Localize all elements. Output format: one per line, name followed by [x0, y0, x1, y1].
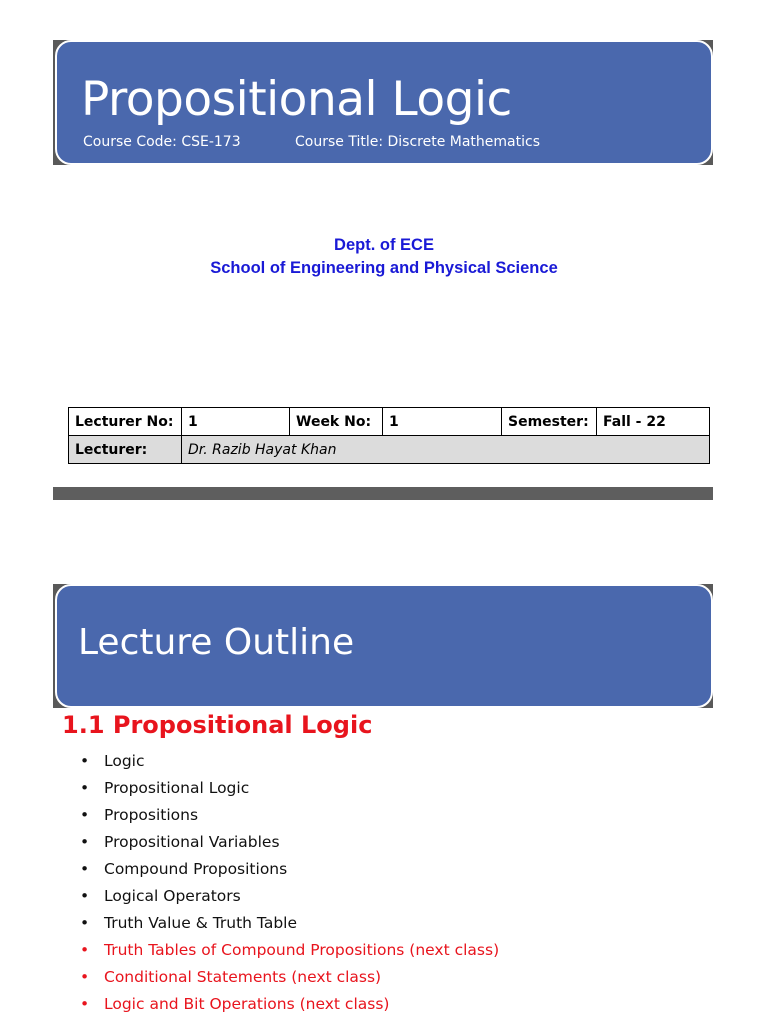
list-item	[80, 829, 499, 856]
outline-list	[80, 748, 499, 1018]
list-item-label: Propositions	[104, 806, 199, 824]
course-code: Course Code: CSE-173	[83, 134, 241, 150]
page-title: Propositional Logic	[81, 72, 512, 127]
list-item-label: Compound Propositions	[104, 860, 288, 878]
list-item-next-class	[80, 991, 499, 1018]
title-banner-panel	[55, 40, 713, 165]
list-item	[80, 748, 499, 775]
title-banner	[53, 40, 713, 165]
bullet: •	[80, 752, 90, 770]
list-item	[80, 775, 499, 802]
list-item	[80, 910, 499, 937]
lecturer-label: Lecturer:	[69, 436, 182, 464]
bullet: •	[80, 860, 90, 878]
lecture-info-table	[68, 407, 710, 464]
list-item-next-class	[80, 964, 499, 991]
list-item-label: Logic	[104, 752, 145, 770]
course-title: Course Title: Discrete Mathematics	[295, 134, 540, 150]
list-item-label: Propositional Logic	[104, 779, 250, 797]
lecturer-value: Dr. Razib Hayat Khan	[182, 436, 710, 464]
list-item-label: Conditional Statements (next class)	[104, 968, 382, 986]
section-heading: 1.1 Propositional Logic	[62, 711, 373, 739]
outline-banner	[53, 584, 713, 708]
school-name: School of Engineering and Physical Science	[210, 259, 558, 277]
lecturer-no-label: Lecturer No:	[69, 408, 182, 436]
table-row	[69, 408, 710, 436]
list-item	[80, 802, 499, 829]
outline-title: Lecture Outline	[78, 622, 355, 663]
list-item-label: Logic and Bit Operations (next class)	[104, 995, 390, 1013]
table-row	[69, 436, 710, 464]
outline-banner-panel	[55, 584, 713, 708]
list-item	[80, 856, 499, 883]
lecturer-no-value: 1	[182, 408, 290, 436]
dept-name: Dept. of ECE	[334, 236, 434, 254]
week-no-value: 1	[383, 408, 502, 436]
section-divider	[53, 487, 713, 500]
list-item-next-class	[80, 937, 499, 964]
bullet: •	[80, 914, 90, 932]
semester-label: Semester:	[502, 408, 597, 436]
bullet: •	[80, 806, 90, 824]
list-item-label: Logical Operators	[104, 887, 241, 905]
week-no-label: Week No:	[290, 408, 383, 436]
list-item-label: Truth Tables of Compound Propositions (next class)	[104, 941, 500, 959]
list-item-label: Truth Value & Truth Table	[104, 914, 298, 932]
bullet: •	[80, 941, 90, 959]
bullet: •	[80, 779, 90, 797]
bullet: •	[80, 887, 90, 905]
bullet: •	[80, 833, 90, 851]
semester-value: Fall - 22	[597, 408, 710, 436]
bullet: •	[80, 968, 90, 986]
list-item-label: Propositional Variables	[104, 833, 280, 851]
bullet: •	[80, 995, 90, 1013]
list-item	[80, 883, 499, 910]
